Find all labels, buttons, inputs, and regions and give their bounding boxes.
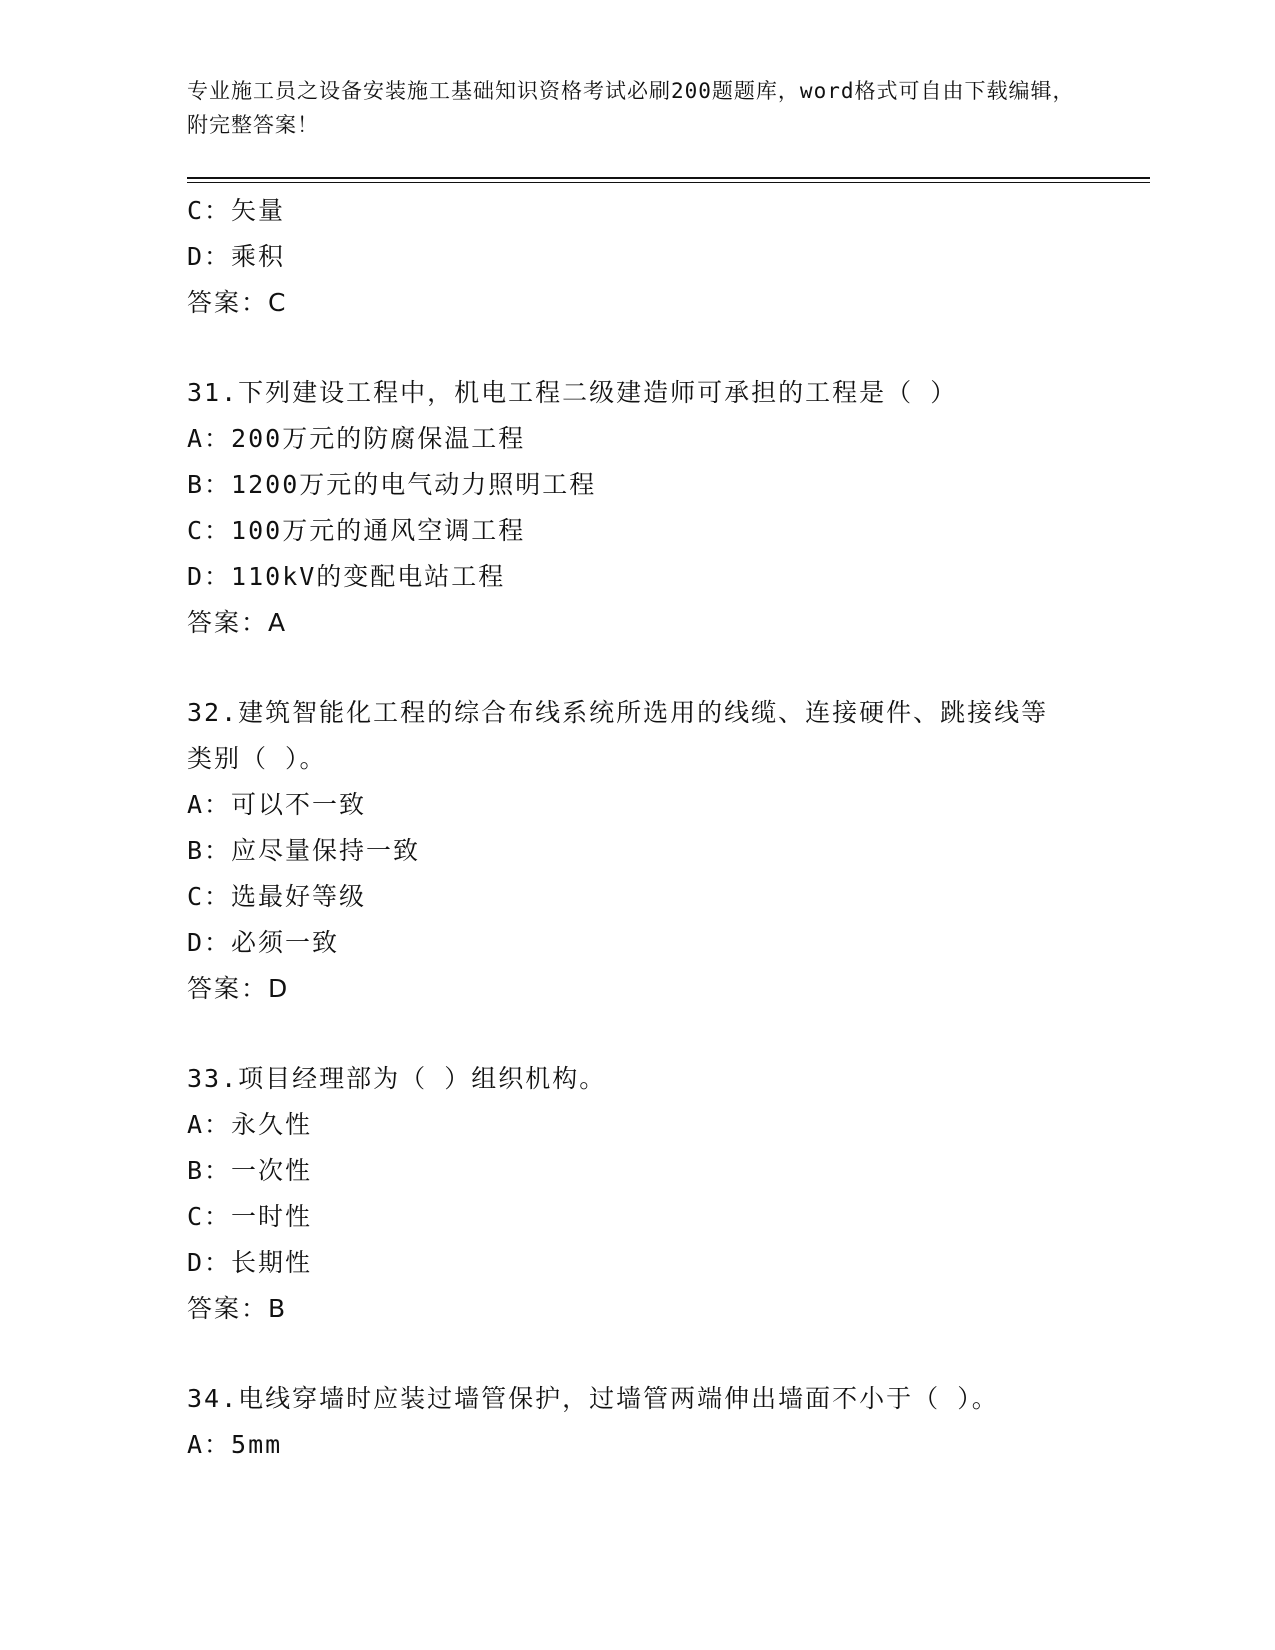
question-block-34: [187, 1376, 1087, 1468]
spacer: [187, 646, 1087, 690]
option-c: C：选最好等级: [187, 882, 367, 911]
spacer: [187, 1012, 1087, 1056]
option-c: C：矢量: [187, 196, 286, 225]
option-b: B：1200万元的电气动力照明工程: [187, 470, 597, 499]
question-stem: 34.电线穿墙时应装过墙管保护，过墙管两端伸出墙面不小于（ ）。: [187, 1384, 999, 1413]
spacer: [187, 1332, 1087, 1376]
option-d: D：110kV的变配电站工程: [187, 562, 506, 591]
option-a: A：可以不一致: [187, 790, 367, 819]
answer-label: 答案：B: [187, 1294, 288, 1323]
option-a: A：5mm: [187, 1430, 283, 1459]
option-d: D：必须一致: [187, 928, 340, 957]
question-stem: 32.建筑智能化工程的综合布线系统所选用的线缆、连接硬件、跳接线等类别（ ）。: [187, 698, 1049, 773]
spacer: [187, 326, 1087, 370]
document-header: 专业施工员之设备安装施工基础知识资格考试必刷200题题库，word格式可自由下载编辑，附完整答案！: [187, 79, 1075, 137]
question-block-33: [187, 1056, 1087, 1332]
question-stem: 33.项目经理部为（ ）组织机构。: [187, 1064, 607, 1093]
option-a: A：200万元的防腐保温工程: [187, 424, 526, 453]
question-block-32: [187, 690, 1087, 1012]
answer-label: 答案：C: [187, 288, 288, 317]
header-rule-thick: [187, 177, 1150, 179]
option-a: A：永久性: [187, 1110, 313, 1139]
question-block-31: [187, 370, 1087, 646]
option-c: C：一时性: [187, 1202, 313, 1231]
question-block-30: [187, 188, 1087, 326]
option-b: B：应尽量保持一致: [187, 836, 421, 865]
answer-label: 答案：D: [187, 974, 290, 1003]
answer-label: 答案：A: [187, 608, 288, 637]
question-list: [187, 188, 1087, 1468]
question-stem: 31.下列建设工程中，机电工程二级建造师可承担的工程是（ ）: [187, 378, 958, 407]
header-rule-thin: [187, 182, 1150, 183]
option-d: D：长期性: [187, 1248, 313, 1277]
option-d: D：乘积: [187, 242, 286, 271]
option-b: B：一次性: [187, 1156, 313, 1185]
option-c: C：100万元的通风空调工程: [187, 516, 526, 545]
